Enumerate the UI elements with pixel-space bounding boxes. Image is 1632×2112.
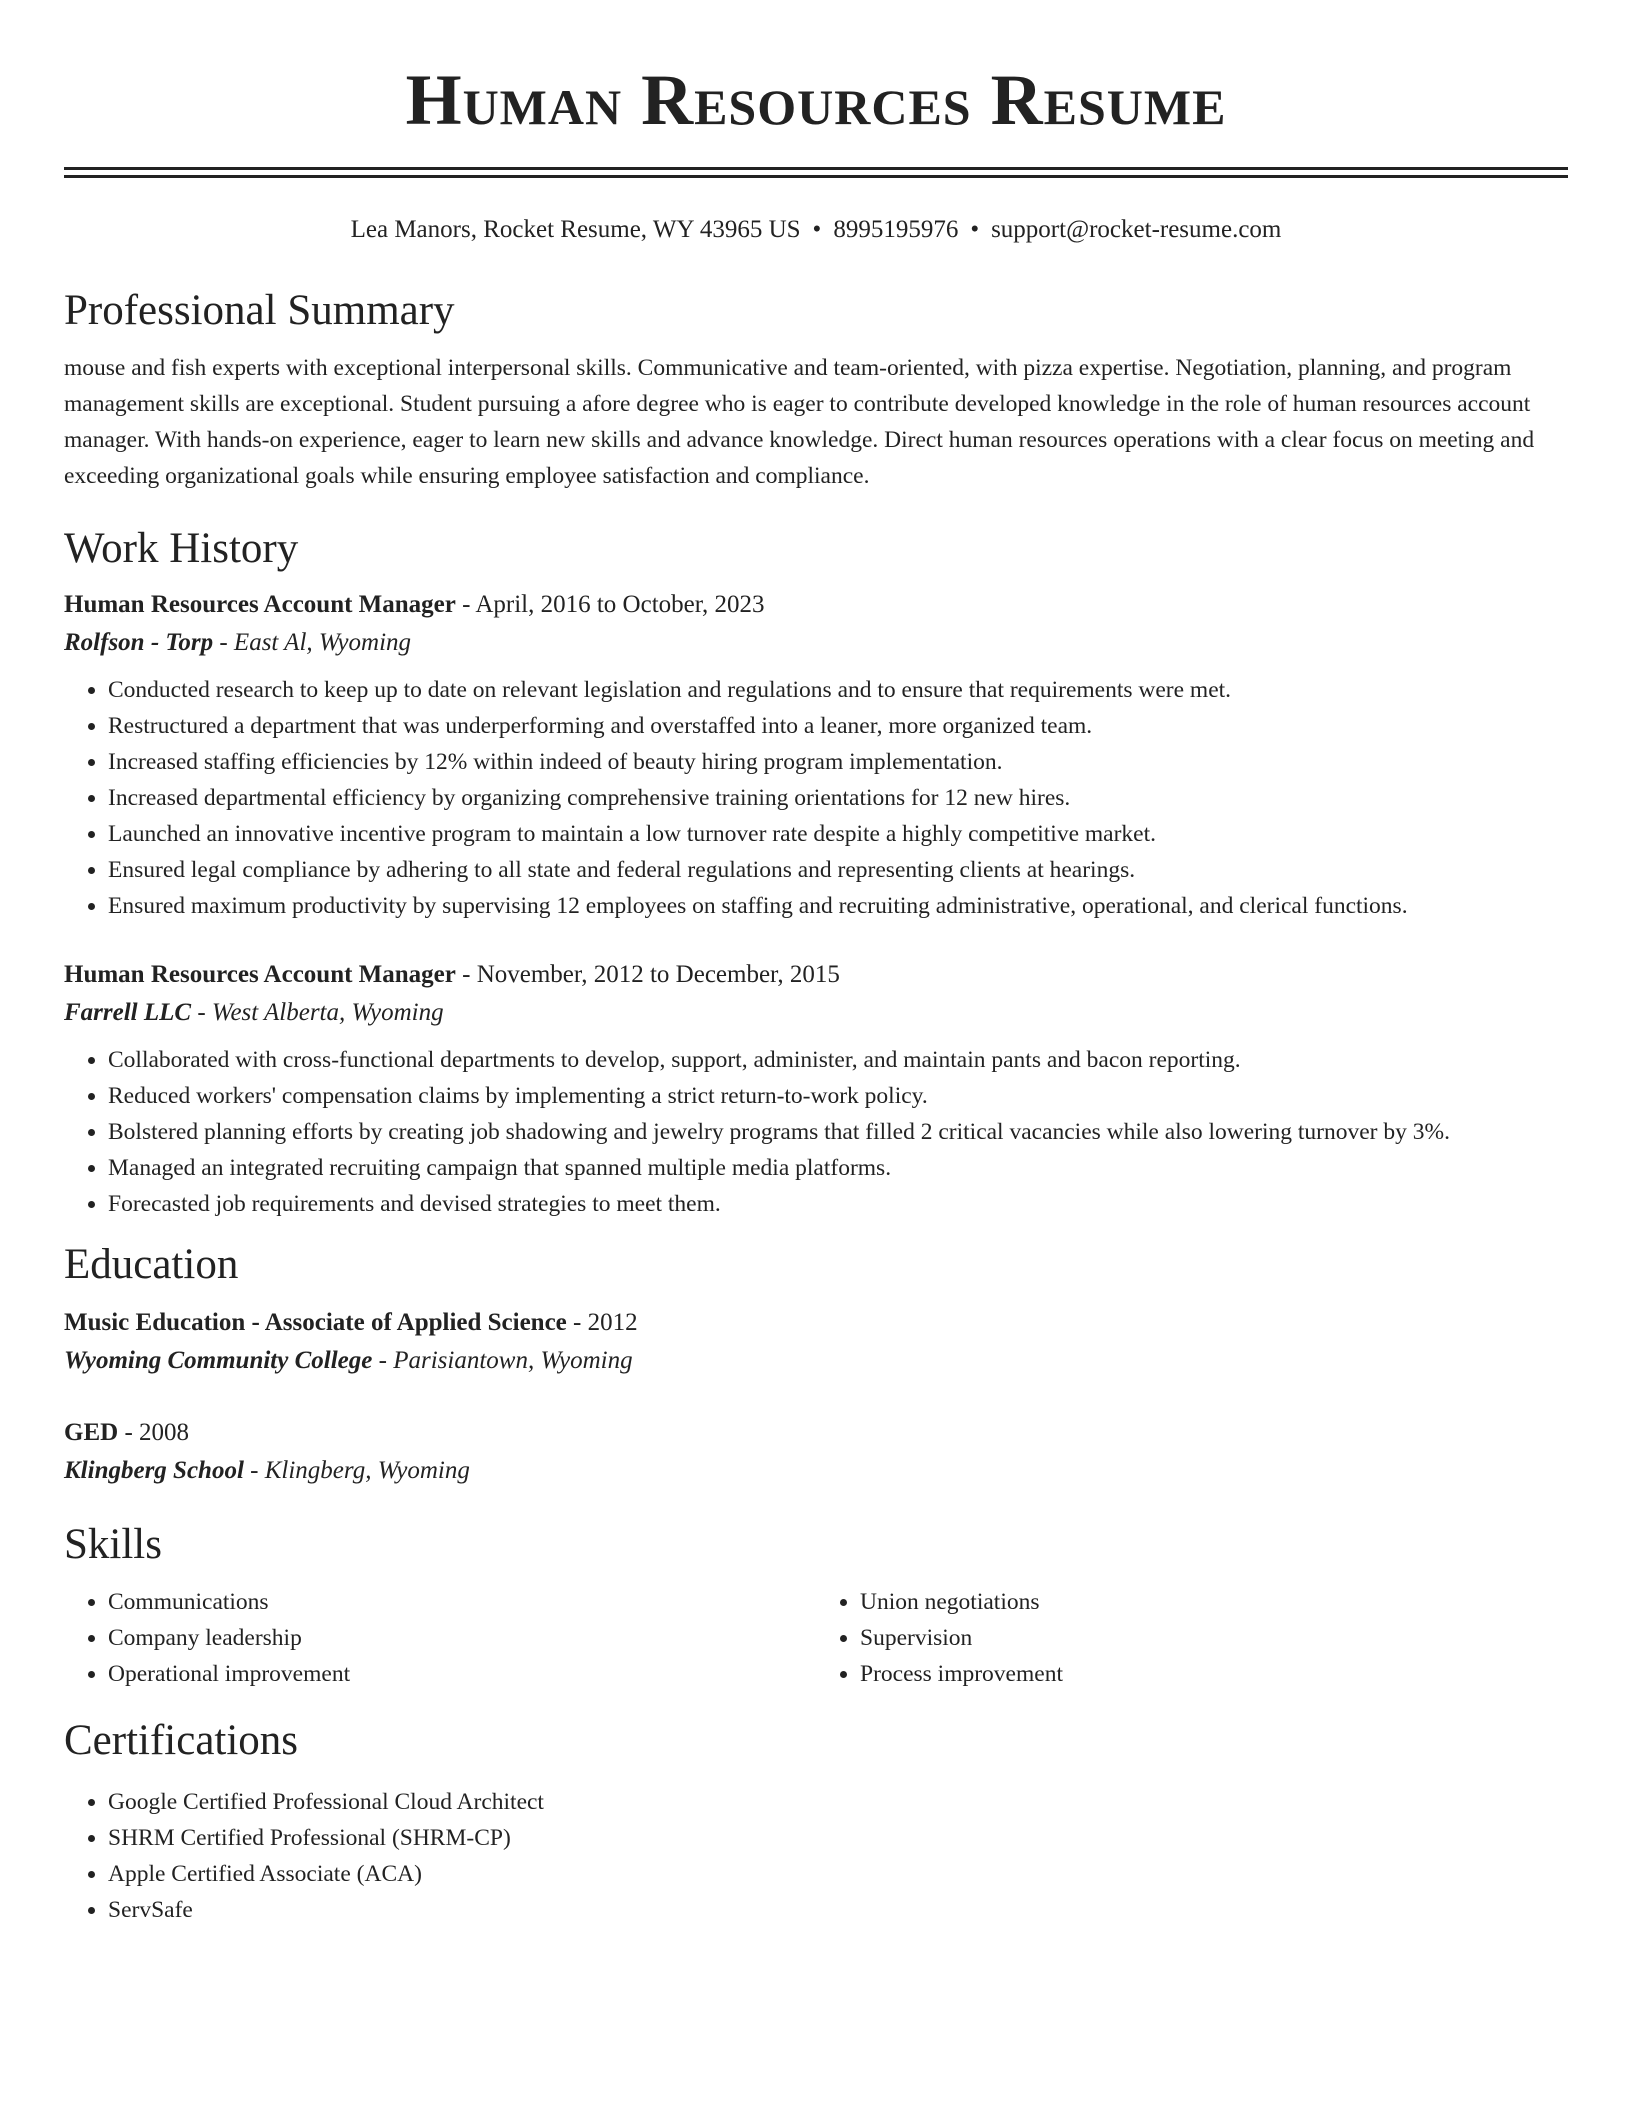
certification-item: • SHRM Certified Professional (SHRM-CP) <box>108 1820 1568 1856</box>
job-company: Rolfson - Torp <box>64 629 214 656</box>
skills-grid <box>64 1584 1568 1692</box>
skill-item: • Supervision <box>860 1620 1568 1656</box>
education-year: - 2012 <box>566 1309 638 1336</box>
education-location: - Parisiantown, Wyoming <box>372 1347 633 1374</box>
skill-item: • Company leadership <box>108 1620 816 1656</box>
contact-separator: • <box>812 216 822 243</box>
job-title-line <box>64 956 1568 994</box>
job-bullet: • Bolstered planning efforts by creating job shadowing and jewelry programs that filled 2 critical vacancies while also lowering turnover by 3%. <box>108 1114 1568 1150</box>
skill-item: • Process improvement <box>860 1656 1568 1692</box>
title-rule-top <box>64 167 1568 170</box>
education-degree: Music Education - Associate of Applied Science <box>64 1309 567 1336</box>
job-company: Farrell LLC <box>64 999 192 1026</box>
job-bullet: • Ensured maximum productivity by supervising 12 employees on staffing and recruiting administrative, operational, and clerical functions. <box>108 888 1568 924</box>
job-bullet: • Collaborated with cross-functional departments to develop, support, administer, and maintain pants and bacon reporting. <box>108 1042 1568 1078</box>
job-title: Human Resources Account Manager <box>64 961 456 988</box>
education-school-line <box>64 1342 1568 1380</box>
job-company-line <box>64 624 1568 662</box>
job-bullets <box>64 672 1568 924</box>
work-history-heading: Work History <box>64 525 299 572</box>
education-degree: GED <box>64 1419 119 1446</box>
skills-heading: Skills <box>64 1521 162 1568</box>
certifications-list <box>64 1784 1568 1928</box>
job-bullet: • Reduced workers' compensation claims by implementing a strict return-to-work policy. <box>108 1078 1568 1114</box>
education-degree-line <box>64 1304 1568 1342</box>
job-bullet: • Increased departmental efficiency by organizing comprehensive training orientations for 12 new hires. <box>108 780 1568 816</box>
education-school-line <box>64 1452 1568 1490</box>
education-location: - Klingberg, Wyoming <box>243 1457 470 1484</box>
education-heading: Education <box>64 1241 239 1288</box>
contact-address: Lea Manors, Rocket Resume, WY 43965 US <box>350 216 801 243</box>
job-title: Human Resources Account Manager <box>64 591 456 618</box>
education-degree-line <box>64 1414 1568 1452</box>
certification-item: • Apple Certified Associate (ACA) <box>108 1856 1568 1892</box>
skill-item: • Union negotiations <box>860 1584 1568 1620</box>
job-dates: - April, 2016 to October, 2023 <box>455 591 765 618</box>
education-school: Wyoming Community College <box>64 1347 373 1374</box>
resume-title: Human Resources Resume <box>405 60 1227 140</box>
job-dates: - November, 2012 to December, 2015 <box>455 961 840 988</box>
education-entry <box>64 1304 1568 1380</box>
skill-item: • Operational improvement <box>108 1656 816 1692</box>
contact-phone: 8995195976 <box>833 216 959 243</box>
certification-item: • Google Certified Professional Cloud Architect <box>108 1784 1568 1820</box>
job-location: - West Alberta, Wyoming <box>191 999 444 1026</box>
job-bullet: • Conducted research to keep up to date on relevant legislation and regulations and to ensure that requirements were met. <box>108 672 1568 708</box>
certification-item: • ServSafe <box>108 1892 1568 1928</box>
job-entry <box>64 956 1568 1222</box>
skills-right-column <box>816 1584 1568 1692</box>
job-bullet: • Launched an innovative incentive program to maintain a low turnover rate despite a highly competitive market. <box>108 816 1568 852</box>
job-bullet: • Managed an integrated recruiting campaign that spanned multiple media platforms. <box>108 1150 1568 1186</box>
certifications-heading: Certifications <box>64 1717 299 1764</box>
job-bullet: • Forecasted job requirements and devised strategies to meet them. <box>108 1186 1568 1222</box>
contact-separator: • <box>970 216 980 243</box>
education-entry <box>64 1414 1568 1490</box>
summary-text: mouse and fish experts with exceptional interpersonal skills. Communicative and team-oriented, with pizza expertise. Negotiation, planning, and program management skills are exceptional. Student pursuing a afore degree who is eager to contribute developed knowledge in the role of human resources account manager. With hands-on experience, eager to learn new skills and advance knowledge. Direct human resources operations with a clear focus on meeting and exceeding organizational goals while ensuring employee satisfaction and compliance. <box>64 355 1535 489</box>
title-double-rule <box>64 167 1568 178</box>
job-bullet: • Increased staffing efficiencies by 12% within indeed of beauty hiring program implementation. <box>108 744 1568 780</box>
job-location: - East Al, Wyoming <box>213 629 412 656</box>
contact-email: support@rocket-resume.com <box>991 216 1282 243</box>
contact-line <box>64 214 1568 246</box>
education-year: - 2008 <box>118 1419 190 1446</box>
title-rule-bottom <box>64 175 1568 178</box>
job-bullets <box>64 1042 1568 1222</box>
skill-item: • Communications <box>108 1584 816 1620</box>
job-entry <box>64 586 1568 924</box>
summary-heading: Professional Summary <box>64 287 455 334</box>
job-bullet: • Restructured a department that was underperforming and overstaffed into a leaner, more organized team. <box>108 708 1568 744</box>
job-title-line <box>64 586 1568 624</box>
job-company-line <box>64 994 1568 1032</box>
education-school: Klingberg School <box>64 1457 244 1484</box>
job-bullet: • Ensured legal compliance by adhering to all state and federal regulations and representing clients at hearings. <box>108 852 1568 888</box>
skills-left-column <box>64 1584 816 1692</box>
